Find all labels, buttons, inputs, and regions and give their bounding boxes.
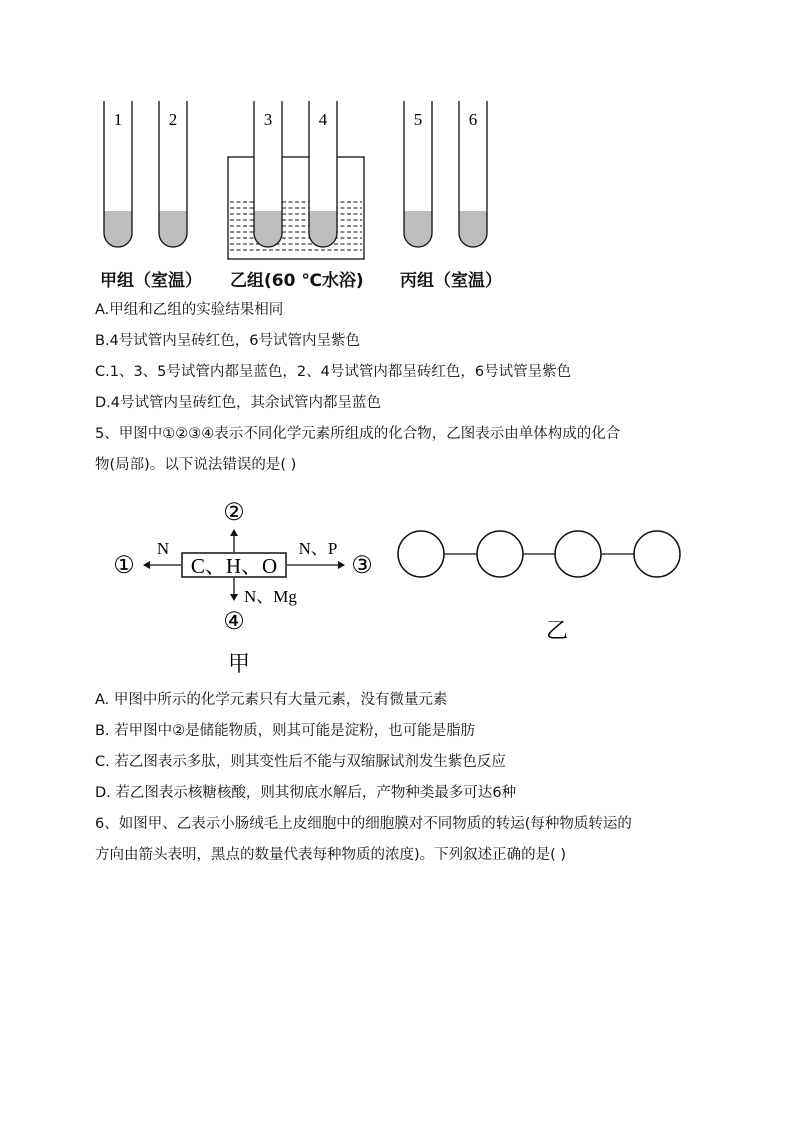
element-box-text: C、H、O — [190, 554, 278, 578]
q6-stem-line1: 6、如图甲、乙表示小肠绒毛上皮细胞中的细胞膜对不同物质的转运(每种物质转运的 — [95, 816, 632, 832]
diagram-yi-caption: 乙 — [545, 618, 569, 643]
group-label-jia: 甲组（室温） — [100, 271, 202, 291]
monomer-circle — [477, 531, 523, 577]
tube-number: 1 — [113, 110, 123, 129]
tube-number: 3 — [263, 110, 273, 129]
compound-4-label: ④ — [223, 609, 245, 635]
arrow-right-label: N、P — [298, 539, 338, 558]
group-label-yi: 乙组(60 ℃水浴) — [230, 271, 364, 291]
test-tube-3 — [254, 101, 282, 247]
q5-option-d: D. 若乙图表示核糖核酸，则其彻底水解后，产物种类最多可达6种 — [95, 785, 517, 801]
arrow-left-label: N — [156, 539, 170, 558]
test-tube-2 — [159, 101, 187, 247]
q4-option-d: D.4号试管内呈砖红色，其余试管内都呈蓝色 — [95, 395, 381, 411]
q4-option-b: B.4号试管内呈砖红色，6号试管内呈紫色 — [95, 333, 361, 349]
test-tube-figure — [90, 95, 530, 260]
test-tube-6 — [459, 101, 487, 247]
q4-option-a: A.甲组和乙组的实验结果相同 — [95, 302, 284, 318]
tube-number: 2 — [168, 110, 178, 129]
diagram-yi — [395, 528, 685, 648]
test-tube-5 — [404, 101, 432, 247]
water-dashes — [230, 202, 362, 250]
arrow-down-label: N、Mg — [244, 587, 297, 606]
tube-number: 6 — [468, 110, 478, 129]
diagram-jia — [100, 490, 380, 680]
q5-stem-line1: 5、甲图中①②③④表示不同化学元素所组成的化合物，乙图表示由单体构成的化合 — [95, 426, 621, 442]
monomer-circle — [398, 531, 444, 577]
tube-number: 4 — [318, 110, 328, 129]
tube-number: 5 — [413, 110, 423, 129]
group-label-bing: 丙组（室温） — [400, 271, 502, 291]
q5-option-c: C. 若乙图表示多肽，则其变性后不能与双缩脲试剂发生紫色反应 — [95, 754, 506, 770]
compound-1-label: ① — [113, 553, 135, 579]
q5-option-a: A. 甲图中所示的化学元素只有大量元素，没有微量元素 — [95, 692, 448, 708]
test-tube-1 — [104, 101, 132, 247]
q5-option-b: B. 若甲图中②是储能物质，则其可能是淀粉，也可能是脂肪 — [95, 723, 476, 739]
q5-stem-line2: 物(局部)。以下说法错误的是( ) — [95, 457, 297, 473]
monomer-circle — [634, 531, 680, 577]
compound-3-label: ③ — [351, 553, 373, 579]
monomer-circle — [555, 531, 601, 577]
q6-stem-line2: 方向由箭头表明，黑点的数量代表每种物质的浓度)。下列叙述正确的是( ) — [95, 847, 567, 863]
compound-2-label: ② — [223, 500, 245, 526]
q4-option-c: C.1、3、5号试管内都呈蓝色，2、4号试管内都呈砖红色，6号试管呈紫色 — [95, 364, 572, 380]
test-tube-4 — [309, 101, 337, 247]
diagram-jia-caption: 甲 — [227, 651, 251, 676]
